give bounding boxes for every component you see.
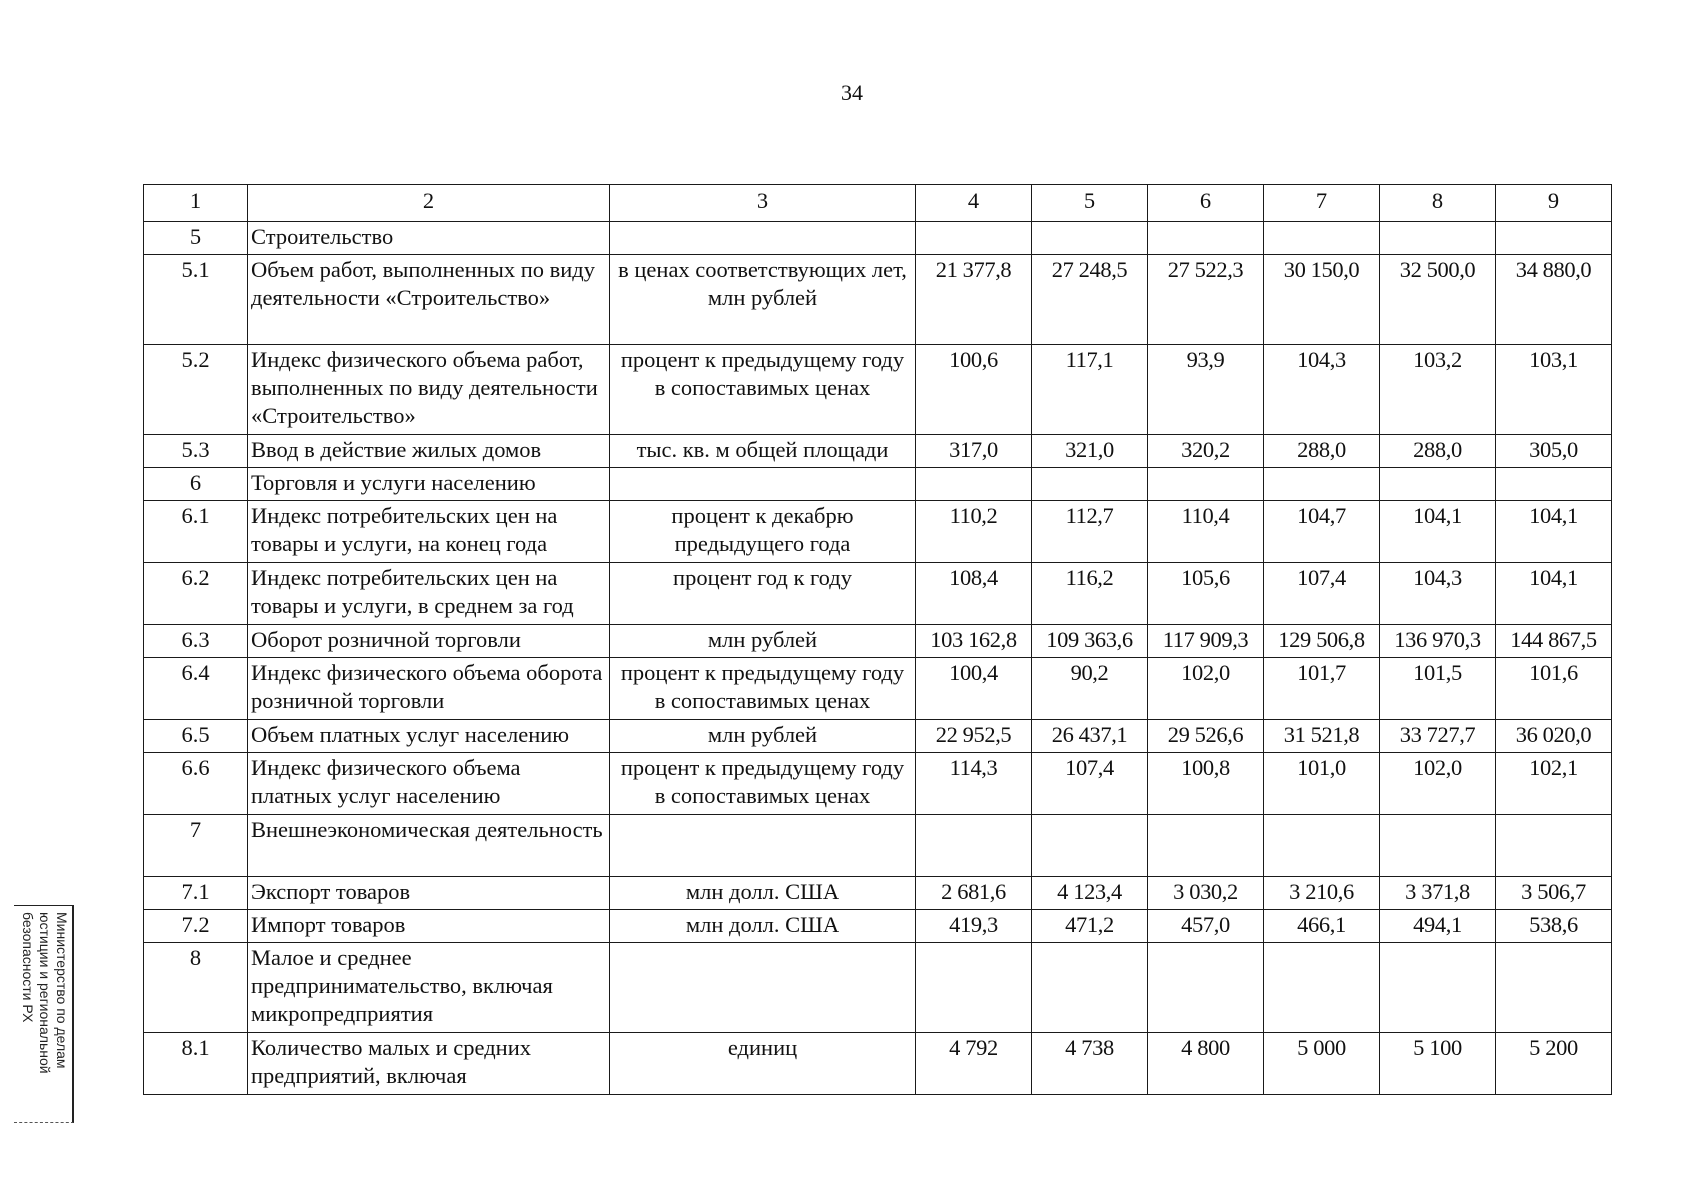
table-row xyxy=(144,815,1612,877)
value-cell: 116,2 xyxy=(1032,563,1148,625)
indicator-name-cell: Объем платных услуг населению xyxy=(248,720,610,753)
table-row xyxy=(144,345,1612,435)
row-number-cell: 5.2 xyxy=(144,345,248,435)
value-cell: 33 727,7 xyxy=(1380,720,1496,753)
value-cell: 104,3 xyxy=(1264,345,1380,435)
value-cell: 104,1 xyxy=(1380,501,1496,563)
value-cell xyxy=(1380,815,1496,877)
value-cell: 104,1 xyxy=(1496,501,1612,563)
value-cell: 29 526,6 xyxy=(1148,720,1264,753)
row-number-cell: 7 xyxy=(144,815,248,877)
value-cell: 3 371,8 xyxy=(1380,877,1496,910)
row-number-cell: 6.3 xyxy=(144,625,248,658)
value-cell: 110,2 xyxy=(916,501,1032,563)
unit-cell xyxy=(610,222,916,255)
value-cell xyxy=(1380,468,1496,501)
indicator-name-cell: Малое и среднее предпринимательство, включая микропредприятия xyxy=(248,943,610,1033)
registration-stamp xyxy=(14,905,74,1123)
table-row xyxy=(144,468,1612,501)
stamp-line: безопасности РХ xyxy=(20,912,36,1023)
unit-cell: процент к предыдущему году в сопоставимых ценах xyxy=(610,658,916,720)
row-number-cell: 5 xyxy=(144,222,248,255)
indicator-name-cell: Оборот розничной торговли xyxy=(248,625,610,658)
value-cell xyxy=(1032,222,1148,255)
table-row xyxy=(144,943,1612,1033)
row-number-cell: 5.1 xyxy=(144,255,248,345)
indicator-name-cell: Объем работ, выполненных по виду деятельности «Строительство» xyxy=(248,255,610,345)
value-cell: 457,0 xyxy=(1148,910,1264,943)
unit-cell: млн рублей xyxy=(610,625,916,658)
indicator-name-cell: Внешнеэкономическая деятельность xyxy=(248,815,610,877)
value-cell: 30 150,0 xyxy=(1264,255,1380,345)
value-cell xyxy=(1264,468,1380,501)
value-cell: 321,0 xyxy=(1032,435,1148,468)
unit-cell: процент к предыдущему году в сопоставимых ценах xyxy=(610,753,916,815)
value-cell: 105,6 xyxy=(1148,563,1264,625)
row-number-cell: 6.1 xyxy=(144,501,248,563)
value-cell: 114,3 xyxy=(916,753,1032,815)
indicator-name-cell: Индекс физического объема оборота розничной торговли xyxy=(248,658,610,720)
stamp-line: Министерство по делам xyxy=(54,912,70,1069)
value-cell: 102,1 xyxy=(1496,753,1612,815)
value-cell: 494,1 xyxy=(1380,910,1496,943)
row-number-cell: 7.2 xyxy=(144,910,248,943)
value-cell: 100,4 xyxy=(916,658,1032,720)
indicator-name-cell: Индекс потребительских цен на товары и услуги, на конец года xyxy=(248,501,610,563)
table-row xyxy=(144,658,1612,720)
unit-cell: процент к предыдущему году в сопоставимых ценах xyxy=(610,345,916,435)
value-cell: 90,2 xyxy=(1032,658,1148,720)
stamp-text xyxy=(19,906,72,1122)
value-cell: 93,9 xyxy=(1148,345,1264,435)
value-cell xyxy=(1148,815,1264,877)
value-cell: 107,4 xyxy=(1032,753,1148,815)
value-cell xyxy=(1380,943,1496,1033)
unit-cell: процент к декабрю предыдущего года xyxy=(610,501,916,563)
value-cell: 2 681,6 xyxy=(916,877,1032,910)
value-cell xyxy=(916,222,1032,255)
value-cell xyxy=(1148,943,1264,1033)
value-cell: 4 738 xyxy=(1032,1033,1148,1095)
value-cell: 3 030,2 xyxy=(1148,877,1264,910)
value-cell: 36 020,0 xyxy=(1496,720,1612,753)
data-table xyxy=(143,184,1612,1095)
unit-cell: млн долл. США xyxy=(610,910,916,943)
value-cell xyxy=(1032,468,1148,501)
indicator-name-cell: Торговля и услуги населению xyxy=(248,468,610,501)
indicator-name-cell: Индекс физического объема платных услуг населению xyxy=(248,753,610,815)
value-cell: 5 000 xyxy=(1264,1033,1380,1095)
value-cell: 104,1 xyxy=(1496,563,1612,625)
value-cell: 107,4 xyxy=(1264,563,1380,625)
value-cell xyxy=(1032,943,1148,1033)
column-header: 6 xyxy=(1148,185,1264,222)
row-number-cell: 5.3 xyxy=(144,435,248,468)
value-cell xyxy=(1148,468,1264,501)
unit-cell: млн долл. США xyxy=(610,877,916,910)
table-row xyxy=(144,255,1612,345)
value-cell: 320,2 xyxy=(1148,435,1264,468)
value-cell: 419,3 xyxy=(916,910,1032,943)
stamp-line: юстиции и региональной xyxy=(37,912,53,1074)
value-cell: 5 200 xyxy=(1496,1033,1612,1095)
value-cell: 129 506,8 xyxy=(1264,625,1380,658)
table-row xyxy=(144,1033,1612,1095)
unit-cell xyxy=(610,815,916,877)
unit-cell: тыс. кв. м общей площади xyxy=(610,435,916,468)
value-cell: 31 521,8 xyxy=(1264,720,1380,753)
value-cell: 32 500,0 xyxy=(1380,255,1496,345)
indicator-name-cell: Строительство xyxy=(248,222,610,255)
value-cell: 317,0 xyxy=(916,435,1032,468)
unit-cell: процент год к году xyxy=(610,563,916,625)
value-cell: 101,5 xyxy=(1380,658,1496,720)
value-cell: 100,6 xyxy=(916,345,1032,435)
unit-cell xyxy=(610,468,916,501)
row-number-cell: 6.2 xyxy=(144,563,248,625)
value-cell: 144 867,5 xyxy=(1496,625,1612,658)
value-cell: 27 248,5 xyxy=(1032,255,1148,345)
table-row xyxy=(144,625,1612,658)
row-number-cell: 6.6 xyxy=(144,753,248,815)
value-cell xyxy=(1496,943,1612,1033)
value-cell: 117,1 xyxy=(1032,345,1148,435)
value-cell: 108,4 xyxy=(916,563,1032,625)
value-cell: 117 909,3 xyxy=(1148,625,1264,658)
table-row xyxy=(144,720,1612,753)
value-cell xyxy=(1380,222,1496,255)
value-cell: 26 437,1 xyxy=(1032,720,1148,753)
column-header: 3 xyxy=(610,185,916,222)
value-cell: 109 363,6 xyxy=(1032,625,1148,658)
value-cell xyxy=(1496,815,1612,877)
table-row xyxy=(144,435,1612,468)
value-cell: 136 970,3 xyxy=(1380,625,1496,658)
value-cell: 104,3 xyxy=(1380,563,1496,625)
value-cell: 103,2 xyxy=(1380,345,1496,435)
value-cell: 103,1 xyxy=(1496,345,1612,435)
value-cell: 100,8 xyxy=(1148,753,1264,815)
row-number-cell: 6.4 xyxy=(144,658,248,720)
table-header-row xyxy=(144,185,1612,222)
value-cell: 102,0 xyxy=(1148,658,1264,720)
table-row xyxy=(144,222,1612,255)
row-number-cell: 6.5 xyxy=(144,720,248,753)
value-cell xyxy=(916,815,1032,877)
value-cell: 4 792 xyxy=(916,1033,1032,1095)
value-cell: 466,1 xyxy=(1264,910,1380,943)
value-cell: 110,4 xyxy=(1148,501,1264,563)
value-cell: 27 522,3 xyxy=(1148,255,1264,345)
value-cell: 305,0 xyxy=(1496,435,1612,468)
value-cell xyxy=(1148,222,1264,255)
value-cell xyxy=(1032,815,1148,877)
column-header: 9 xyxy=(1496,185,1612,222)
value-cell: 4 123,4 xyxy=(1032,877,1148,910)
value-cell: 102,0 xyxy=(1380,753,1496,815)
indicator-name-cell: Ввод в действие жилых домов xyxy=(248,435,610,468)
table-row xyxy=(144,501,1612,563)
value-cell xyxy=(1264,815,1380,877)
row-number-cell: 8.1 xyxy=(144,1033,248,1095)
unit-cell: в ценах соответствующих лет, млн рублей xyxy=(610,255,916,345)
table-row xyxy=(144,563,1612,625)
value-cell: 21 377,8 xyxy=(916,255,1032,345)
value-cell xyxy=(916,468,1032,501)
value-cell xyxy=(916,943,1032,1033)
page-number: 34 xyxy=(841,80,863,105)
value-cell: 101,0 xyxy=(1264,753,1380,815)
value-cell: 288,0 xyxy=(1264,435,1380,468)
indicator-name-cell: Индекс физического объема работ, выполненных по виду деятельности «Строительство» xyxy=(248,345,610,435)
table-row xyxy=(144,877,1612,910)
unit-cell: единиц xyxy=(610,1033,916,1095)
value-cell: 103 162,8 xyxy=(916,625,1032,658)
value-cell xyxy=(1496,468,1612,501)
column-header: 5 xyxy=(1032,185,1148,222)
value-cell: 101,6 xyxy=(1496,658,1612,720)
value-cell: 4 800 xyxy=(1148,1033,1264,1095)
value-cell xyxy=(1496,222,1612,255)
table-row xyxy=(144,753,1612,815)
value-cell: 104,7 xyxy=(1264,501,1380,563)
column-header: 2 xyxy=(248,185,610,222)
value-cell: 5 100 xyxy=(1380,1033,1496,1095)
value-cell: 112,7 xyxy=(1032,501,1148,563)
row-number-cell: 6 xyxy=(144,468,248,501)
column-header: 7 xyxy=(1264,185,1380,222)
value-cell: 288,0 xyxy=(1380,435,1496,468)
value-cell xyxy=(1264,222,1380,255)
value-cell: 3 210,6 xyxy=(1264,877,1380,910)
indicator-name-cell: Экспорт товаров xyxy=(248,877,610,910)
row-number-cell: 7.1 xyxy=(144,877,248,910)
row-number-cell: 8 xyxy=(144,943,248,1033)
indicator-name-cell: Количество малых и средних предприятий, включая xyxy=(248,1033,610,1095)
column-header: 8 xyxy=(1380,185,1496,222)
value-cell: 34 880,0 xyxy=(1496,255,1612,345)
value-cell: 22 952,5 xyxy=(916,720,1032,753)
indicator-name-cell: Индекс потребительских цен на товары и услуги, в среднем за год xyxy=(248,563,610,625)
column-header: 4 xyxy=(916,185,1032,222)
value-cell: 101,7 xyxy=(1264,658,1380,720)
column-header: 1 xyxy=(144,185,248,222)
unit-cell xyxy=(610,943,916,1033)
value-cell: 3 506,7 xyxy=(1496,877,1612,910)
indicator-name-cell: Импорт товаров xyxy=(248,910,610,943)
value-cell xyxy=(1264,943,1380,1033)
unit-cell: млн рублей xyxy=(610,720,916,753)
value-cell: 538,6 xyxy=(1496,910,1612,943)
table-row xyxy=(144,910,1612,943)
value-cell: 471,2 xyxy=(1032,910,1148,943)
